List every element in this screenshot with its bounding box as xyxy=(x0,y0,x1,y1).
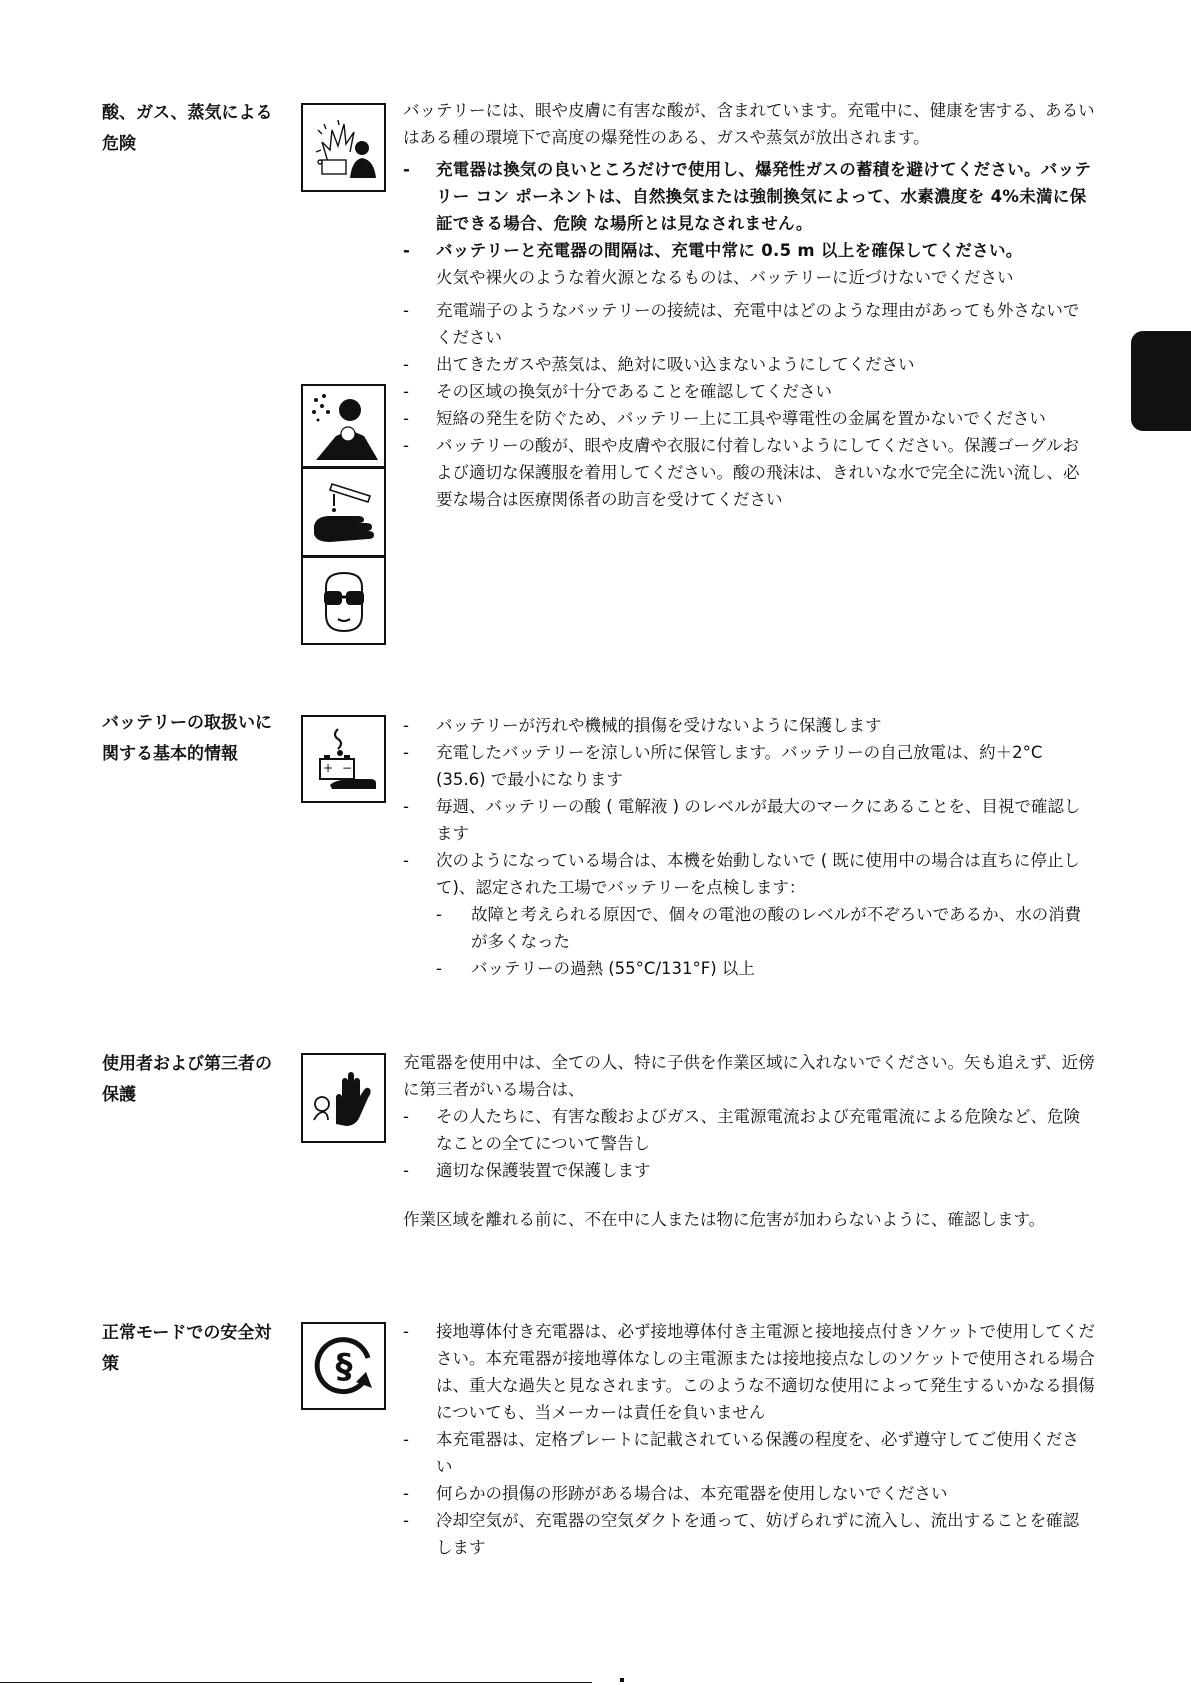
footer-rule xyxy=(0,1682,592,1683)
list-item-continuation: 火気や裸火のような着火源となるものは、バッテリーに近づけないでください xyxy=(436,268,1014,287)
list-item: - バッテリーの酸が、眼や皮膚や衣服に付着しないようにしてください。保護ゴーグルおよび適切な保護服を着用してください。酸の飛沫は、きれいな水で完全に洗い流し、必要な場合は医療関係者の助言を受けてください xyxy=(403,432,1095,513)
list-item: - 短絡の発生を防ぐため、バッテリー上に工具や導電性の金属を置かないでください xyxy=(403,405,1095,432)
list-item: - 充電したバッテリーを涼しい所に保管します。バッテリーの自己放電は、約＋2°C (35.6) で最小になります xyxy=(403,739,1095,793)
list-item: - 何らかの損傷の形跡がある場合は、本充電器を使用しないでください xyxy=(403,1480,1095,1507)
bullet-dash: - xyxy=(403,1511,409,1530)
bullet-dash: - xyxy=(403,743,409,762)
explosion-hazard-icon xyxy=(301,103,386,192)
keep-away-hand-icon xyxy=(301,1053,386,1143)
list-item: - 出てきたガスや蒸気は、絶対に吸い込まないようにしてください xyxy=(403,351,1095,378)
outro-text: 作業区域を離れる前に、不在中に人または物に危害が加わらないように、確認します。 xyxy=(403,1210,1046,1229)
list-item: - バッテリーと充電器の間隔は、充電中常に 0.5 m 以上を確保してください。 xyxy=(403,237,1095,264)
bullet-dash: - xyxy=(436,959,442,978)
bullet-dash: - xyxy=(403,436,409,455)
section-content xyxy=(403,1318,1095,1561)
section-heading: 酸、ガス、蒸気による危険 xyxy=(102,103,273,154)
intro-text: バッテリーには、眼や皮膚に有害な酸が、含まれています。充電中に、健康を害する、あるいはある種の環境下で高度の爆発性のある、ガスや蒸気が放出されます。 xyxy=(403,101,1095,147)
list-item: - その区域の換気が十分であることを確認してください xyxy=(403,378,1095,405)
safety-goggles-icon xyxy=(301,556,386,645)
gas-inhalation-icon xyxy=(301,384,386,468)
svg-text:§: § xyxy=(335,1347,352,1387)
section-content xyxy=(403,97,1095,513)
bullet-dash: - xyxy=(403,409,409,428)
footer-mark xyxy=(620,1678,624,1682)
bullet-dash: - xyxy=(403,716,409,735)
sub-list-item: - バッテリーの過熱 (55°C/131°F) 以上 xyxy=(403,955,1095,982)
bullet-dash: - xyxy=(403,1107,409,1126)
list-item: - 充電端子のようなバッテリーの接続は、充電中はどのような理由があっても外さないでください xyxy=(403,297,1095,351)
bullet-dash: - xyxy=(436,905,442,924)
bullet-dash: - xyxy=(403,1430,409,1449)
list-item: - 冷却空気が、充電器の空気ダクトを通って、妨げられずに流入し、流出することを確認します xyxy=(403,1507,1095,1561)
list-item: - 毎週、バッテリーの酸 ( 電解液 ) のレベルが最大のマークにあることを、目視で確認します xyxy=(403,793,1095,847)
regulation-section-icon xyxy=(301,1322,386,1410)
list-item: - 本充電器は、定格プレートに記載されている保護の程度を、必ず遵守してご使用ください xyxy=(403,1426,1095,1480)
section-heading: バッテリーの取扱いに関する基本的情報 xyxy=(102,713,272,764)
list-item: - バッテリーが汚れや機械的損傷を受けないように保護します xyxy=(403,712,1095,739)
intro-text: 充電器を使用中は、全ての人、特に子供を作業区域に入れないでください。矢も追えず、近傍に第三者がいる場合は、 xyxy=(403,1053,1095,1099)
list-item: - 充電器は換気の良いところだけで使用し、爆発性ガスの蓄積を避けてください。バッテリー コン ポーネントは、自然換気または強制換気によって、水素濃度を 4%未満に保証できる場合、危険 な場所とは見なされません。 xyxy=(403,156,1095,237)
section-content xyxy=(403,712,1095,982)
section-heading: 使用者および第三者の保護 xyxy=(102,1054,272,1105)
section-content xyxy=(403,1049,1095,1233)
bullet-dash: - xyxy=(403,797,409,816)
bullet-dash: - xyxy=(403,241,411,260)
section-heading: 正常モードでの安全対策 xyxy=(102,1323,272,1374)
bullet-dash: - xyxy=(403,355,409,374)
list-item: - 適切な保護装置で保護します xyxy=(403,1157,1095,1184)
svg-text:−: − xyxy=(341,761,352,775)
chapter-tab-marker xyxy=(1131,331,1191,431)
bullet-dash: - xyxy=(403,160,411,179)
bullet-dash: - xyxy=(403,301,409,320)
bullet-dash: - xyxy=(403,382,409,401)
sub-list-item: - 故障と考えられる原因で、個々の電池の酸のレベルが不ぞろいであるか、水の消費が多くなった xyxy=(403,901,1095,955)
svg-text:+: + xyxy=(322,761,333,775)
bullet-dash: - xyxy=(403,1161,409,1180)
list-item: - 次のようになっている場合は、本機を始動しないで ( 既に使用中の場合は直ちに停止して)、認定された工場でバッテリーを点検します： xyxy=(403,847,1095,901)
battery-handling-icon xyxy=(301,715,386,803)
corrosive-hand-icon xyxy=(301,467,386,557)
bullet-dash: - xyxy=(403,1484,409,1503)
bullet-dash: - xyxy=(403,1322,409,1341)
list-item: - 接地導体付き充電器は、必ず接地導体付き主電源と接地接点付きソケットで使用してください。本充電器が接地導体なしの主電源または接地接点なしのソケットで使用される場合は、重大な過失と見なされます。このような不適切な使用によって発生するいかなる損傷についても、当メーカーは責任を負いません xyxy=(403,1318,1095,1426)
list-item: - その人たちに、有害な酸およびガス、主電源電流および充電電流による危険など、危険なことの全てについて警告し xyxy=(403,1103,1095,1157)
bullet-dash: - xyxy=(403,851,409,870)
